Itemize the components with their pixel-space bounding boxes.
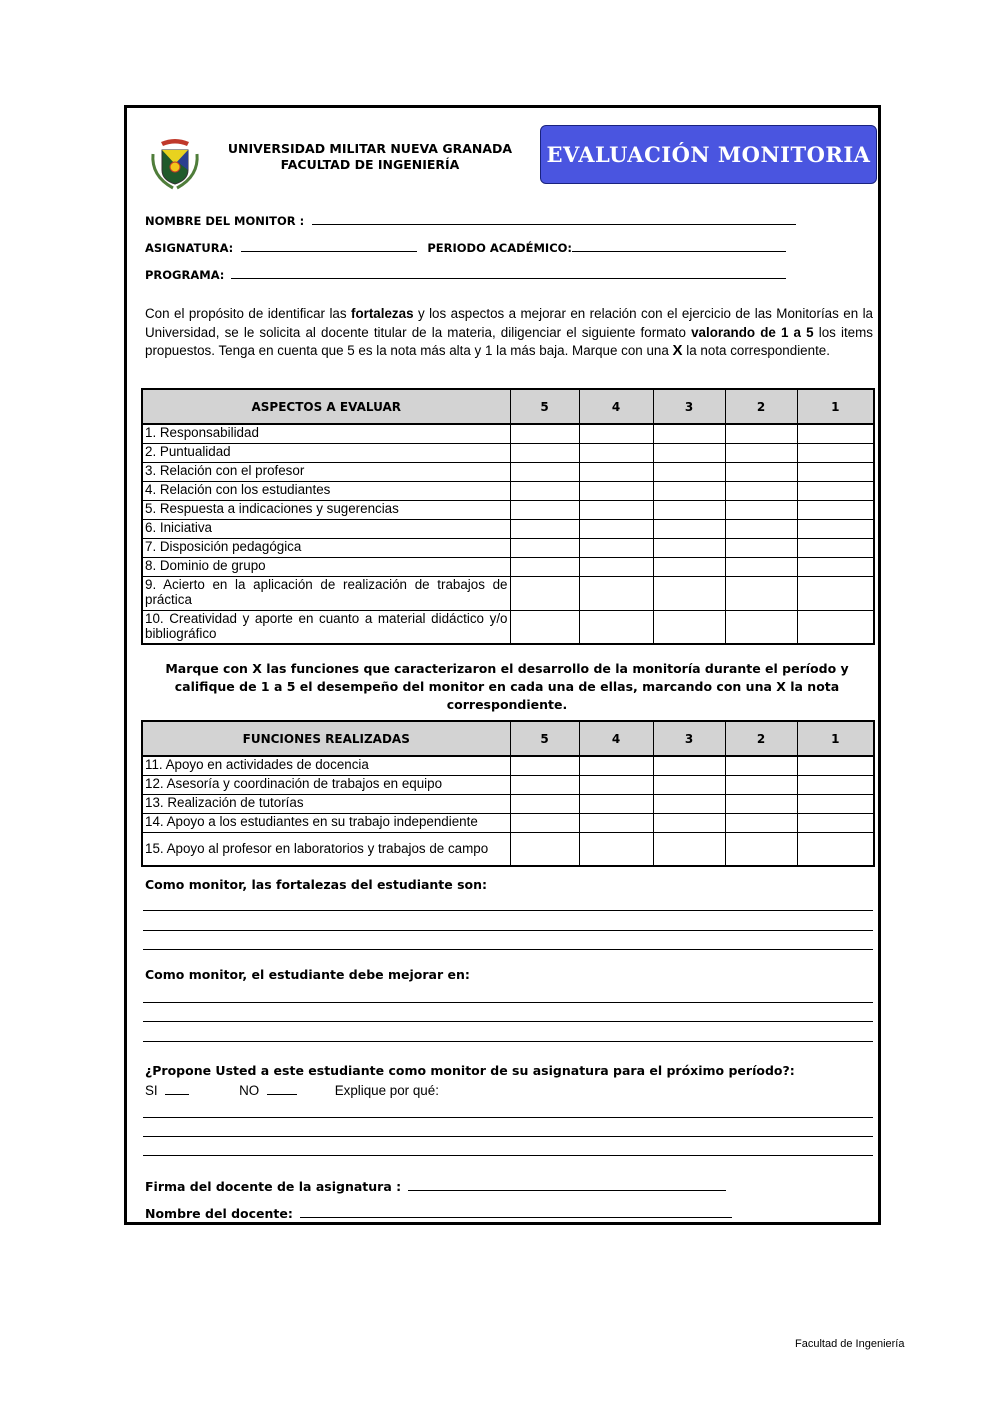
table-row <box>142 794 874 813</box>
aspect-label: 8. Dominio de grupo <box>142 557 510 576</box>
score-cell[interactable] <box>797 813 874 832</box>
table-row <box>142 519 874 538</box>
monitor-name-field[interactable] <box>145 212 796 228</box>
score-cell[interactable] <box>579 813 653 832</box>
program-line[interactable] <box>231 266 786 279</box>
function-label: 12. Asesoría y coordinación de trabajos en equipo <box>142 775 510 794</box>
table-row <box>142 832 874 866</box>
score-header-5: 5 <box>510 721 579 756</box>
score-cell[interactable] <box>725 500 797 519</box>
score-cell[interactable] <box>579 500 653 519</box>
institution-header <box>223 141 517 173</box>
score-cell[interactable] <box>510 832 579 866</box>
score-cell[interactable] <box>510 424 579 443</box>
intro-text-1: Con el propósito de identificar las <box>145 306 351 321</box>
table-row <box>142 813 874 832</box>
period-line[interactable] <box>572 239 786 252</box>
table-row <box>142 538 874 557</box>
score-cell[interactable] <box>725 519 797 538</box>
score-cell[interactable] <box>797 424 874 443</box>
signature-line[interactable] <box>408 1178 726 1191</box>
yes-no-row <box>145 1082 439 1098</box>
score-cell[interactable] <box>653 610 725 644</box>
table-row <box>142 462 874 481</box>
score-cell[interactable] <box>579 832 653 866</box>
teacher-name-line[interactable] <box>300 1205 732 1218</box>
aspect-label: 6. Iniciativa <box>142 519 510 538</box>
table-row <box>142 610 874 644</box>
score-cell[interactable] <box>510 775 579 794</box>
score-cell[interactable] <box>653 832 725 866</box>
no-label: NO <box>239 1083 260 1098</box>
score-cell[interactable] <box>725 538 797 557</box>
score-cell[interactable] <box>510 576 579 610</box>
score-cell[interactable] <box>797 557 874 576</box>
aspect-label: 3. Relación con el profesor <box>142 462 510 481</box>
score-cell[interactable] <box>579 519 653 538</box>
score-cell[interactable] <box>725 832 797 866</box>
signature-field[interactable] <box>145 1178 726 1194</box>
score-cell[interactable] <box>725 481 797 500</box>
propose-question: ¿Propone Usted a este estudiante como monitor de su asignatura para el próximo período?: <box>145 1063 795 1078</box>
score-header-4: 4 <box>579 721 653 756</box>
subject-line[interactable] <box>241 239 417 252</box>
score-cell[interactable] <box>653 576 725 610</box>
score-cell[interactable] <box>797 538 874 557</box>
program-label: PROGRAMA: <box>145 268 225 282</box>
aspect-label: 4. Relación con los estudiantes <box>142 481 510 500</box>
score-cell[interactable] <box>797 756 874 775</box>
period-label: PERIODO ACADÉMICO: <box>427 241 573 255</box>
score-cell[interactable] <box>579 557 653 576</box>
university-crest-icon <box>147 136 203 192</box>
score-cell[interactable] <box>653 775 725 794</box>
instructions-paragraph <box>145 305 873 361</box>
score-cell[interactable] <box>797 794 874 813</box>
aspect-label: 1. Responsabilidad <box>142 424 510 443</box>
score-cell[interactable] <box>579 576 653 610</box>
aspects-header-row <box>142 389 874 424</box>
score-cell[interactable] <box>725 424 797 443</box>
yes-label: SI <box>145 1083 158 1098</box>
strengths-answer-line[interactable] <box>143 949 873 950</box>
teacher-name-field[interactable] <box>145 1205 732 1221</box>
improve-answer-line[interactable] <box>143 1021 873 1022</box>
function-label: 13. Realización de tutorías <box>142 794 510 813</box>
score-cell[interactable] <box>579 443 653 462</box>
score-cell[interactable] <box>797 519 874 538</box>
university-name: UNIVERSIDAD MILITAR NUEVA GRANADA <box>227 141 513 156</box>
score-cell[interactable] <box>510 500 579 519</box>
aspects-header: ASPECTOS A EVALUAR <box>142 389 510 424</box>
functions-header: FUNCIONES REALIZADAS <box>142 721 510 756</box>
aspect-label: 10. Creatividad y aporte en cuanto a material didáctico y/o bibliográfico <box>142 610 510 644</box>
intro-text-2: y los aspectos a mejorar en relación con el ejercicio de las Monitorías en la Universidad, se le solicita al docente titular de la materia, diligenciar el siguiente formato <box>145 306 874 340</box>
score-cell[interactable] <box>579 538 653 557</box>
function-label: 14. Apoyo a los estudiantes en su trabajo independiente <box>142 813 510 832</box>
aspect-label: 2. Puntualidad <box>142 443 510 462</box>
score-cell[interactable] <box>725 813 797 832</box>
score-cell[interactable] <box>579 756 653 775</box>
functions-table <box>141 720 875 867</box>
form-title-badge: EVALUACIÓN MONITORIA <box>540 125 877 184</box>
page-footer: Facultad de Ingeniería <box>795 1338 905 1350</box>
explain-answer-line[interactable] <box>143 1117 873 1118</box>
explain-answer-line[interactable] <box>143 1136 873 1137</box>
table-row <box>142 557 874 576</box>
functions-header-row <box>142 721 874 756</box>
strengths-question: Como monitor, las fortalezas del estudiante son: <box>145 877 488 892</box>
faculty-name: FACULTAD DE INGENIERÍA <box>280 157 460 172</box>
function-label: 11. Apoyo en actividades de docencia <box>142 756 510 775</box>
score-cell[interactable] <box>653 481 725 500</box>
score-cell[interactable] <box>510 813 579 832</box>
score-cell[interactable] <box>579 610 653 644</box>
table-row <box>142 481 874 500</box>
score-cell[interactable] <box>579 794 653 813</box>
score-cell[interactable] <box>653 557 725 576</box>
score-cell[interactable] <box>510 610 579 644</box>
table-row <box>142 443 874 462</box>
intro-bold-strengths: fortalezas <box>351 306 414 321</box>
table-row <box>142 500 874 519</box>
program-field[interactable] <box>145 266 786 282</box>
intro-text-4: la nota correspondiente. <box>682 343 830 358</box>
score-cell[interactable] <box>510 557 579 576</box>
explain-answer-line[interactable] <box>143 1155 873 1156</box>
score-cell[interactable] <box>797 610 874 644</box>
table-row <box>142 424 874 443</box>
improve-answer-line[interactable] <box>143 1002 873 1003</box>
score-cell[interactable] <box>510 481 579 500</box>
score-cell[interactable] <box>653 519 725 538</box>
strengths-answer-line[interactable] <box>143 930 873 931</box>
score-cell[interactable] <box>510 443 579 462</box>
table-row <box>142 775 874 794</box>
score-cell[interactable] <box>797 462 874 481</box>
score-cell[interactable] <box>579 424 653 443</box>
function-label: 15. Apoyo al profesor en laboratorios y trabajos de campo <box>142 832 510 866</box>
monitor-name-line[interactable] <box>312 212 796 225</box>
score-cell[interactable] <box>653 462 725 481</box>
evaluation-form <box>124 105 881 1225</box>
no-line[interactable] <box>267 1082 297 1095</box>
score-cell[interactable] <box>653 500 725 519</box>
score-cell[interactable] <box>797 443 874 462</box>
score-cell[interactable] <box>797 576 874 610</box>
score-cell[interactable] <box>510 538 579 557</box>
functions-instructions: Marque con X las funciones que caracterizaron el desarrollo de la monitoría durante el período y califique de 1 a 5 el desempeño del monitor en cada una de ellas, marcando con una X la nota correspondiente. <box>165 661 849 712</box>
score-cell[interactable] <box>797 832 874 866</box>
score-header-1: 1 <box>797 389 874 424</box>
score-cell[interactable] <box>579 775 653 794</box>
improve-answer-line[interactable] <box>143 1041 873 1042</box>
score-cell[interactable] <box>653 794 725 813</box>
score-cell[interactable] <box>510 462 579 481</box>
subject-label: ASIGNATURA: <box>145 241 234 255</box>
score-header-3: 3 <box>653 389 725 424</box>
score-header-4: 4 <box>579 389 653 424</box>
table-row <box>142 576 874 610</box>
score-cell[interactable] <box>725 576 797 610</box>
score-cell[interactable] <box>510 519 579 538</box>
score-cell[interactable] <box>797 500 874 519</box>
score-cell[interactable] <box>653 424 725 443</box>
score-cell[interactable] <box>725 462 797 481</box>
score-cell[interactable] <box>797 775 874 794</box>
score-cell[interactable] <box>725 557 797 576</box>
intro-text-3: los items propuestos. Tenga en cuenta que 5 es la nota más alta y 1 la más baja. Marque con una <box>145 324 873 358</box>
score-cell[interactable] <box>510 794 579 813</box>
score-cell[interactable] <box>797 481 874 500</box>
score-cell[interactable] <box>653 756 725 775</box>
explain-label: Explique por qué: <box>334 1083 439 1098</box>
teacher-name-label: Nombre del docente: <box>145 1206 293 1221</box>
intro-bold-scale: valorando de 1 a 5 <box>691 324 814 340</box>
score-cell[interactable] <box>510 756 579 775</box>
monitor-name-label: NOMBRE DEL MONITOR : <box>145 214 305 228</box>
improve-question: Como monitor, el estudiante debe mejorar en: <box>145 967 470 982</box>
score-cell[interactable] <box>725 610 797 644</box>
score-cell[interactable] <box>725 443 797 462</box>
aspect-label: 5. Respuesta a indicaciones y sugerencias <box>142 500 510 519</box>
score-header-3: 3 <box>653 721 725 756</box>
score-cell[interactable] <box>725 794 797 813</box>
signature-label: Firma del docente de la asignatura : <box>145 1179 402 1194</box>
aspect-label: 9. Acierto en la aplicación de realización de trabajos de práctica <box>142 576 510 610</box>
aspect-label: 7. Disposición pedagógica <box>142 538 510 557</box>
intro-bold-x: X <box>672 342 683 359</box>
score-header-5: 5 <box>510 389 579 424</box>
university-logo <box>147 136 203 192</box>
score-cell[interactable] <box>579 481 653 500</box>
score-cell[interactable] <box>653 443 725 462</box>
score-cell[interactable] <box>653 813 725 832</box>
score-cell[interactable] <box>579 462 653 481</box>
strengths-answer-line[interactable] <box>143 910 873 911</box>
score-cell[interactable] <box>725 756 797 775</box>
table-row <box>142 756 874 775</box>
score-header-2: 2 <box>725 389 797 424</box>
aspects-table <box>141 388 875 645</box>
score-cell[interactable] <box>725 775 797 794</box>
yes-line[interactable] <box>165 1082 189 1095</box>
score-header-1: 1 <box>797 721 874 756</box>
subject-period-row <box>145 239 786 255</box>
score-cell[interactable] <box>653 538 725 557</box>
score-header-2: 2 <box>725 721 797 756</box>
